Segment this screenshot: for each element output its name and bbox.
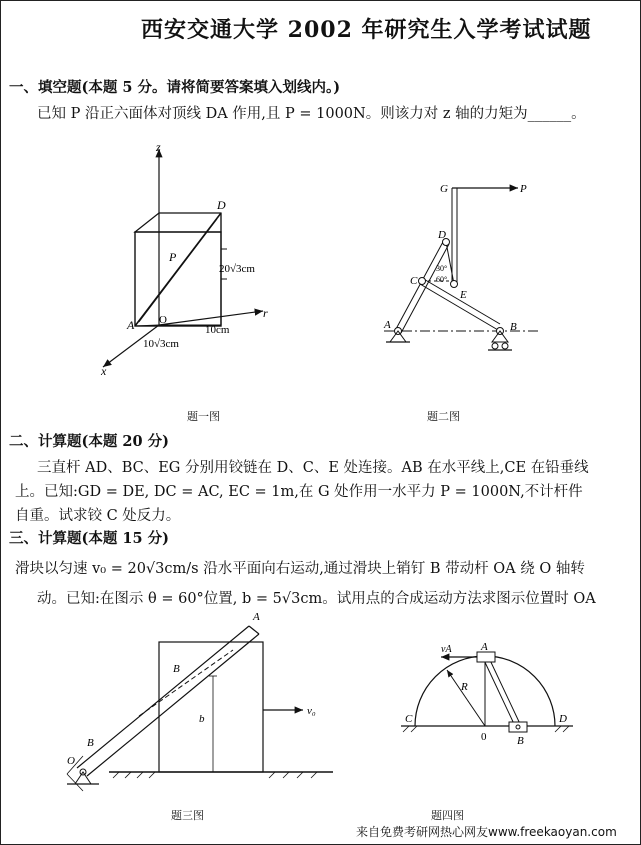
section2-header: 二、计算题(本题 20 分) xyxy=(9,433,169,450)
fig2-C-label: C xyxy=(410,275,418,287)
fig1-O-label: O xyxy=(159,314,167,326)
fig4-B-label: B xyxy=(517,735,524,747)
fig4-caption: 题四图 xyxy=(431,809,464,822)
fig2-angle-60: 60° xyxy=(436,275,448,284)
fig2-D-label: D xyxy=(438,229,446,241)
fig4-O-label: 0 xyxy=(481,731,487,743)
source-footer: 来自免费考研网热心网友www.freekaoyan.com xyxy=(356,825,617,839)
fig2-angle-30: 30° xyxy=(436,264,448,273)
fig1-z-label: z xyxy=(156,140,161,154)
fig2-caption: 题二图 xyxy=(427,410,460,423)
fig2-P-label: P xyxy=(520,183,527,195)
fig1-P-label: P xyxy=(169,250,177,264)
fig3-B2-label: B xyxy=(87,737,94,749)
fig1-x-label: x xyxy=(101,364,107,378)
fig2-A-label: A xyxy=(384,319,391,331)
section2-line-1: 三直杆 AD、BC、EG 分别用铰链在 D、C、E 处连接。AB 在水平线上,CE 在铅垂线 xyxy=(37,460,589,476)
fig3-v0-label: v₀ xyxy=(307,705,316,717)
fig4-C-label: C xyxy=(405,713,413,725)
section1-header: 一、填空题(本题 5 分。请将简要答案填入划线内。) xyxy=(9,79,341,96)
fig1-height-dim: 20√3cm xyxy=(219,263,255,275)
fig1-caption: 题一图 xyxy=(187,410,220,423)
fig1-A-label: A xyxy=(127,318,135,332)
fig1-width-dim: 10√3cm xyxy=(143,338,179,350)
section1-text: 已知 P 沿正六面体对顶线 DA 作用,且 P = 1000N。则该力对 z 轴的力矩为______。 xyxy=(37,106,586,122)
fig3-B-label: B xyxy=(173,663,180,675)
fig1-depth-dim: 10cm xyxy=(205,324,230,336)
figure-2-diagram xyxy=(376,176,556,376)
section2-line-2: 上。已知:GD = DE, DC = AC, EC = 1m,在 G 处作用一水平力 P = 1000N,不计杆件 xyxy=(15,484,583,500)
fig3-caption: 题三图 xyxy=(171,809,204,822)
section3-line-2: 动。已知:在图示 θ = 60°位置, b = 5√3cm。试用点的合成运动方法求图示位置时 OA xyxy=(37,591,596,607)
fig2-G-label: G xyxy=(440,183,448,195)
figure-1-diagram xyxy=(91,139,291,384)
fig4-vA-label: vA xyxy=(441,644,452,655)
fig3-b-label: b xyxy=(199,713,205,725)
fig3-O-label: O xyxy=(67,755,75,767)
fig1-D-label: D xyxy=(217,198,226,212)
fig2-E-label: E xyxy=(460,289,467,301)
fig1-r-label: r xyxy=(263,306,268,320)
fig4-R-label: R xyxy=(461,681,468,693)
figure-3-diagram xyxy=(63,606,353,806)
fig4-A-label: A xyxy=(481,641,488,653)
section3-line-1: 滑块以匀速 v₀ = 20√3cm/s 沿水平面向右运动,通过滑块上销钉 B 带动杆 OA 绕 O 轴转 xyxy=(15,561,585,577)
fig4-D-label: D xyxy=(559,713,567,725)
fig3-A-label: A xyxy=(253,611,260,623)
section3-header: 三、计算题(本题 15 分) xyxy=(9,530,169,547)
figure-4-diagram xyxy=(397,636,597,756)
fig2-B-label: B xyxy=(510,321,517,333)
page-title: 西安交通大学 2002 年研究生入学考试试题 xyxy=(141,17,592,43)
section2-line-3: 自重。试求铰 C 处反力。 xyxy=(15,508,181,524)
